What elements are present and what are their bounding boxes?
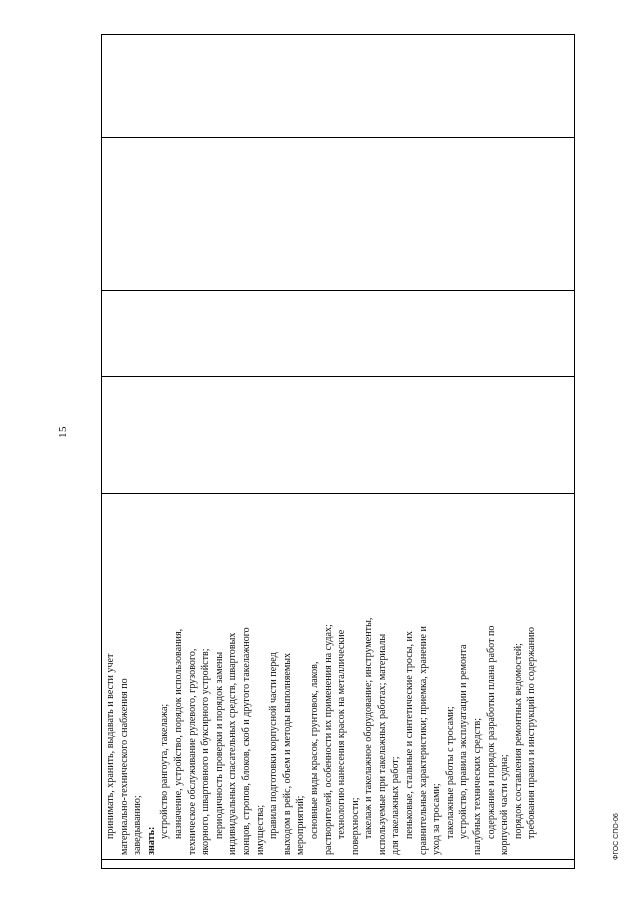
table-column-hours <box>102 377 574 494</box>
content-line: требования правил и инструкций по содержанию <box>526 627 538 839</box>
content-line: такелажные работы с тросами; <box>444 706 456 839</box>
table-column-hours-classroom <box>102 291 574 377</box>
table-column-competencies <box>102 33 574 138</box>
content-line: назначение, устройство, порядок использования, <box>172 628 184 839</box>
content-line: порядок составления ремонтных ведомостей; <box>512 643 524 839</box>
content-line: мероприятий; <box>295 795 307 855</box>
content-line: выходом в рейс, объем и методы выполняемых <box>281 652 293 855</box>
content-line: используемые при такелажных работах; материалы <box>376 633 388 855</box>
content-line: знать: <box>145 826 157 855</box>
content-line: поверхности; <box>349 797 361 855</box>
content-line: устройство, правила эксплуатации и ремонта <box>458 644 470 839</box>
content-line: материально-технического снабжения по <box>118 678 130 855</box>
content-line: технологию нанесения красок на металлические <box>336 629 348 839</box>
content-line: содержание и порядок разработки плана работ по <box>485 625 497 839</box>
table-column-disciplines <box>102 138 574 291</box>
content-line: концов, стропов, блоков, скоб и другого такелажного <box>240 627 252 855</box>
content-line: растворителей, особенности их применения на судах; <box>322 624 334 855</box>
content-line: техническое обслуживание рулевого, грузового, <box>186 648 198 855</box>
content-line: пеньковые, стальные и синтетические тросы, их <box>404 631 416 839</box>
content-line: принимать, хранить, выдавать и вести учет <box>105 653 116 839</box>
table-column-content <box>102 494 574 860</box>
content-line: для такелажных работ; <box>390 756 402 855</box>
content-line: устройство рангоута, такелажа; <box>159 703 171 839</box>
content-line: правила подготовки корпусной части перед <box>268 652 280 839</box>
content-line: якорного, швартовного и буксирного устройств; <box>200 648 212 855</box>
curriculum-table <box>101 34 575 869</box>
content-line: имущества; <box>254 804 266 855</box>
content-line: уход за тросами; <box>431 783 443 855</box>
footer-doc-code: ФГОС СПО-06 <box>613 813 620 860</box>
content-line: сравнительные характеристики; приемка, хранение и <box>417 626 429 855</box>
content-line: корпусной части судна; <box>499 754 511 855</box>
content-line: палубных технических средств; <box>472 717 484 855</box>
content-line: периодичность проверки и порядок замены <box>213 651 225 839</box>
page-number: 15 <box>57 426 69 438</box>
content-line: такелаж и такелажное оборудование; инструменты, <box>363 617 375 839</box>
content-line: основные виды красок, грунтовок, лаков, <box>308 661 320 839</box>
table-column-code <box>102 860 574 868</box>
content-line: заведыванию; <box>132 795 144 855</box>
content-line: индивидуальных спасательных средств, швартовых <box>227 632 239 855</box>
